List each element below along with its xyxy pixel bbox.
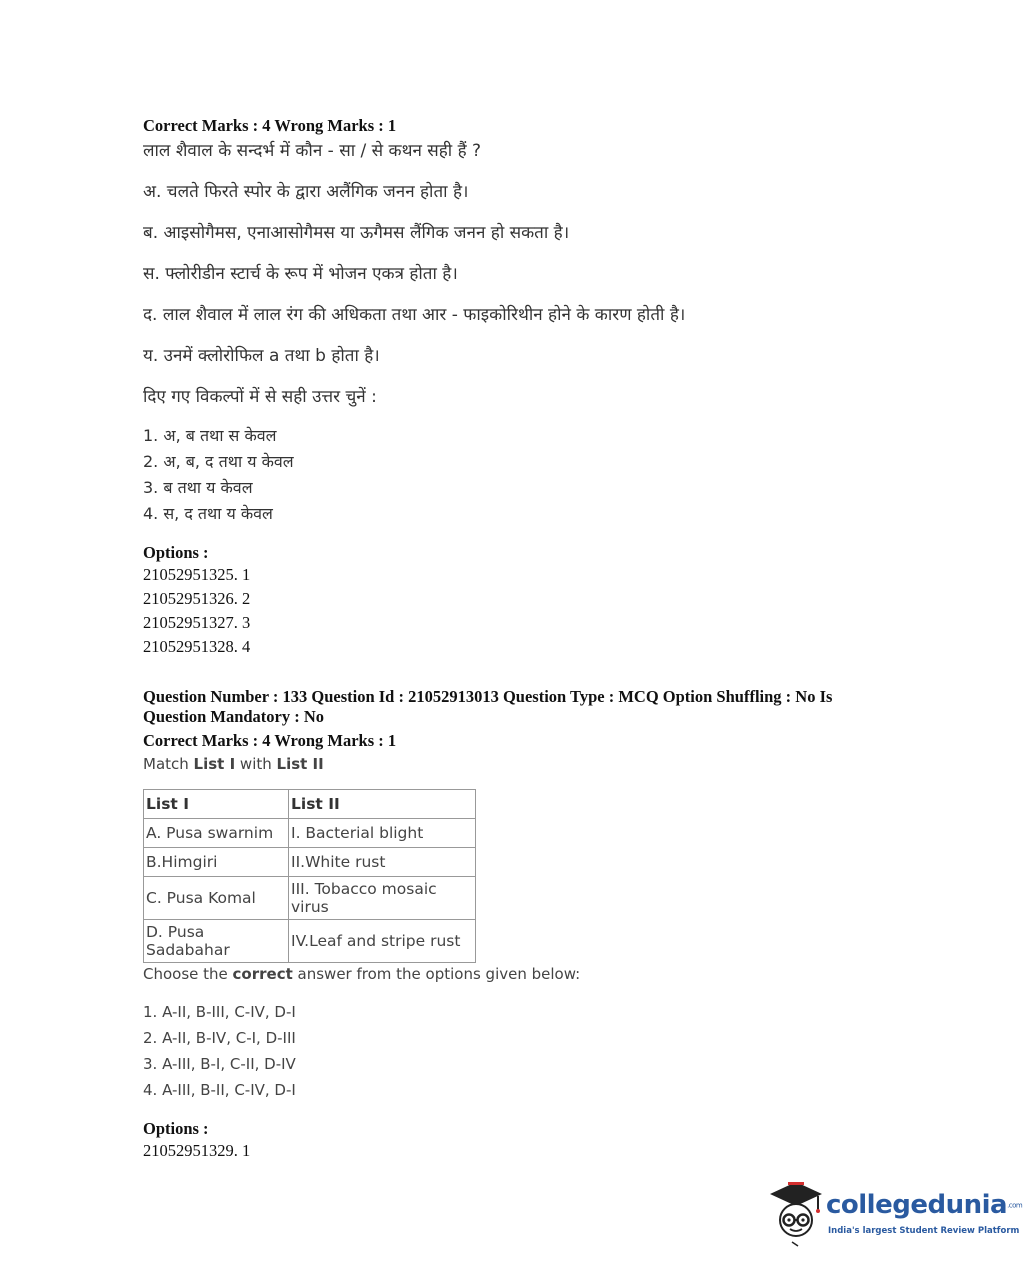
table-cell: II.White rust (289, 848, 476, 877)
q2-marks: Correct Marks : 4 Wrong Marks : 1 (143, 731, 397, 750)
q2-choose-prefix: Choose the (143, 965, 233, 983)
q2-choice-1: 1. A-II, B-III, C-IV, D-I (143, 1003, 296, 1021)
table-row (144, 848, 476, 877)
q2-match-table (143, 789, 476, 963)
q2-match-list1: List I (193, 755, 236, 773)
q2-options (143, 1119, 943, 1163)
q2-choice-3: 3. A-III, B-I, C-II, D-IV (143, 1055, 296, 1073)
q1-marks: Correct Marks : 4 Wrong Marks : 1 (143, 116, 397, 135)
q2-choose-instruction (143, 965, 943, 983)
q1-statement-b: ब. आइसोगैमस, एनाआसोगैमस या ऊगैमस लैंगिक जनन हो सकता है। (143, 223, 570, 243)
collegedunia-logo (766, 1180, 1023, 1250)
table-header-list1: List I (144, 790, 289, 819)
q1-statement-e: य. उनमें क्लोरोफिल a तथा b होता है। (143, 346, 380, 366)
q2-match-with: with (235, 755, 277, 773)
q2-block (143, 687, 943, 1163)
logo-name: collegedunia (826, 1190, 1008, 1220)
q2-header-line1: Question Number : 133 Question Id : 21052913013 Question Type : MCQ Option Shuffling : No Is (143, 687, 833, 706)
q2-choice-4: 4. A-III, B-II, C-IV, D-I (143, 1081, 296, 1099)
q1-statement-a: अ. चलते फिरते स्पोर के द्वारा अलैंगिक जनन होता है। (143, 182, 469, 202)
table-cell: C. Pusa Komal (144, 877, 289, 920)
q2-choice-list (143, 999, 943, 1103)
q1-choice-4: 4. स, द तथा य केवल (143, 504, 273, 523)
table-row (144, 877, 476, 920)
document-page (143, 116, 943, 1163)
mascot-icon (766, 1180, 826, 1250)
q2-choice-2: 2. A-II, B-IV, C-I, D-III (143, 1029, 296, 1047)
logo-wordmark (826, 1190, 1022, 1220)
q1-options (143, 543, 943, 659)
table-cell: I. Bacterial blight (289, 819, 476, 848)
logo-tagline: India's largest Student Review Platform (828, 1226, 1020, 1236)
table-header-list2: List II (289, 790, 476, 819)
table-cell: B.Himgiri (144, 848, 289, 877)
table-header-row (144, 790, 476, 819)
table-row (144, 819, 476, 848)
q2-match-instruction (143, 755, 943, 773)
q2-option-1: 21052951329. 1 (143, 1141, 251, 1160)
table-cell: A. Pusa swarnim (144, 819, 289, 848)
q1-option-2: 21052951326. 2 (143, 589, 251, 608)
q1-choice-2: 2. अ, ब, द तथा य केवल (143, 452, 294, 471)
q1-choice-3: 3. ब तथा य केवल (143, 478, 253, 497)
table-cell: III. Tobacco mosaic virus (289, 877, 476, 920)
q2-match-list2: List II (276, 755, 324, 773)
q1-instruction: दिए गए विकल्पों में से सही उत्तर चुनें : (143, 387, 377, 407)
q2-options-label: Options : (143, 1119, 209, 1138)
q1-options-label: Options : (143, 543, 209, 562)
logo-com: .com (1007, 1201, 1023, 1210)
table-cell: IV.Leaf and stripe rust (289, 920, 476, 963)
q1-option-3: 21052951327. 3 (143, 613, 251, 632)
q1-option-4: 21052951328. 4 (143, 637, 251, 656)
q1-statement-d: द. लाल शैवाल में लाल रंग की अधिकता तथा आर - फाइकोरिथीन होने के कारण होती है। (143, 305, 686, 325)
q1-choice-1: 1. अ, ब तथा स केवल (143, 426, 277, 445)
q2-choose-suffix: answer from the options given below: (292, 965, 581, 983)
q2-header-line2: Question Mandatory : No (143, 707, 325, 726)
q1-choice-list (143, 423, 943, 527)
q1-question: लाल शैवाल के सन्दर्भ में कौन - सा / से कथन सही हैं ? (143, 141, 482, 161)
q1-statement-c: स. फ्लोरीडीन स्टार्च के रूप में भोजन एकत्र होता है। (143, 264, 458, 284)
q2-choose-bold: correct (232, 965, 293, 983)
q1-option-1: 21052951325. 1 (143, 565, 251, 584)
table-row (144, 920, 476, 963)
table-cell: D. Pusa Sadabahar (144, 920, 289, 963)
q2-match-prefix: Match (143, 755, 194, 773)
